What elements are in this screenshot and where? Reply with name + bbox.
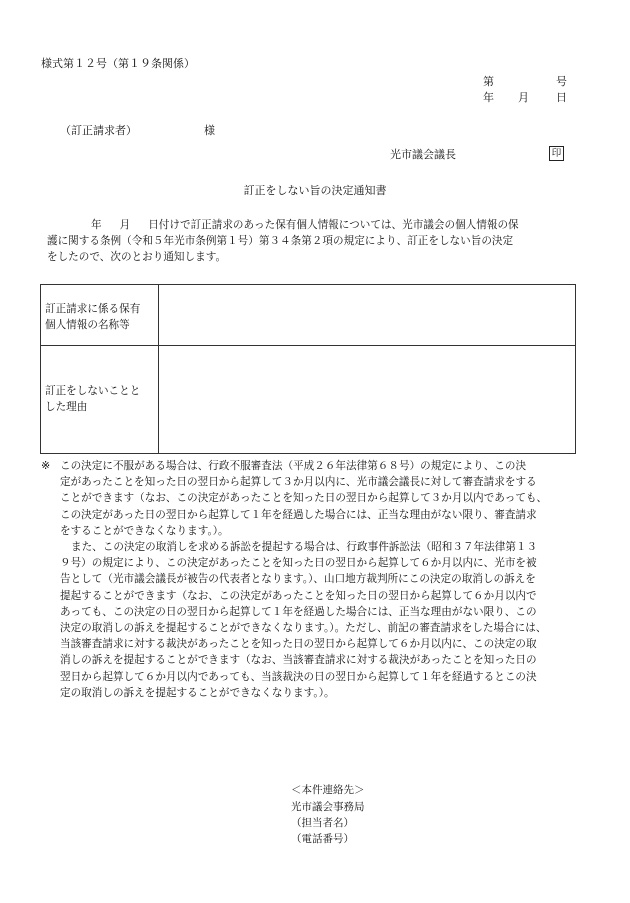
contact-office: 光市議会事務局	[291, 801, 365, 813]
intro-month: 月	[119, 219, 131, 231]
intro-line1: 日付けで訂正請求のあった保有個人情報については、光市議会の個人情報の保	[148, 219, 519, 231]
table-border-top	[40, 284, 576, 285]
doc-number-dai: 第	[483, 75, 494, 88]
note-paragraph-1-cont: 定があったことを知った日の翌日から起算して３か月以内に、光市議会議長に対して審査請求をする ことができます（なお、この決定があったことを知った日の翌日から起算して３か月以内であっても、 この決定があった日の翌日から起算して１年を経過した場合には、正当な理由がない限り、審査請求 をすることができなくなります。）。	[60, 476, 548, 537]
note-paragraph-1: この決定に不服がある場合は、行政不服審査法（平成２６年法律第６８号）の規定により、この決	[60, 460, 527, 472]
row2-label: 訂正をしないことと した理由	[45, 385, 141, 413]
note-mark: ※	[41, 459, 51, 472]
date-day: 日	[556, 91, 567, 104]
date-year: 年	[483, 91, 494, 104]
doc-number-go: 号	[556, 75, 567, 88]
form-number: 様式第１２号（第１９条関係）	[41, 57, 195, 70]
note-paragraph-2-cont: ９号）の規定により、この決定があったことを知った日の翌日から起算して６か月以内に、光市を被 告として（光市議会議長が被告の代表者となります。）、山口地方裁判所にこの決定の取消しの訴えを 提起することができます（なお、この決定があったことを知った日の翌日から起算して６か月以内で あっても、この決定の日の翌日から起算して１年を経過した場合には、正当な理由がない限り、この 決定の取消しの訴えを提起することができなくなります。）。ただし、前記の審査請求をした場合には、 当該審査請求に対する裁決があったことを知った日の翌日から起算して６か月以内に、この決定の取 消しの訴えを提起することができます（なお、当該審査請求に対する裁決があったことを知った日の 翌日から起算して６か月以内であっても、当該裁決の日の翌日から起算して１年を経過するとこの決 定の取消しの訴えを提起することができなくなります。）。	[60, 557, 547, 699]
table-border-left	[40, 284, 41, 454]
note-paragraph-2: また、この決定の取消しを求める訴訟を提起する場合は、行政事件訴訟法（昭和３７年法律第１３	[71, 541, 538, 553]
seal-char: 印	[551, 148, 562, 159]
intro-line3: をしたので、次のとおり通知します。	[47, 251, 227, 264]
addressee-sama: 様	[204, 124, 215, 137]
document-title: 訂正をしない旨の決定通知書	[243, 184, 387, 197]
addressee-label: （訂正請求者）	[60, 124, 137, 137]
table-border-right	[575, 284, 576, 454]
table-border-bottom	[40, 453, 576, 454]
intro-line2: 護に関する条例（令和５年光市条例第１号）第３４条第２項の規定により、訂正をしない旨の決定	[47, 235, 514, 248]
info-table	[40, 284, 576, 454]
date-month: 月	[518, 91, 529, 104]
intro-year: 年	[91, 219, 102, 231]
table-column-divider	[158, 284, 159, 454]
row1-label: 訂正請求に係る保有 個人情報の名称等	[45, 303, 141, 331]
table-row-divider	[40, 345, 576, 346]
seal-stamp	[549, 146, 564, 161]
contact-phone: （電話番号）	[291, 833, 354, 845]
contact-person: （担当者名）	[291, 817, 354, 829]
contact-heading: ＜本件連絡先＞	[291, 784, 365, 796]
issuer-title: 光市議会議長	[390, 148, 456, 161]
intro-paragraph	[47, 217, 519, 266]
